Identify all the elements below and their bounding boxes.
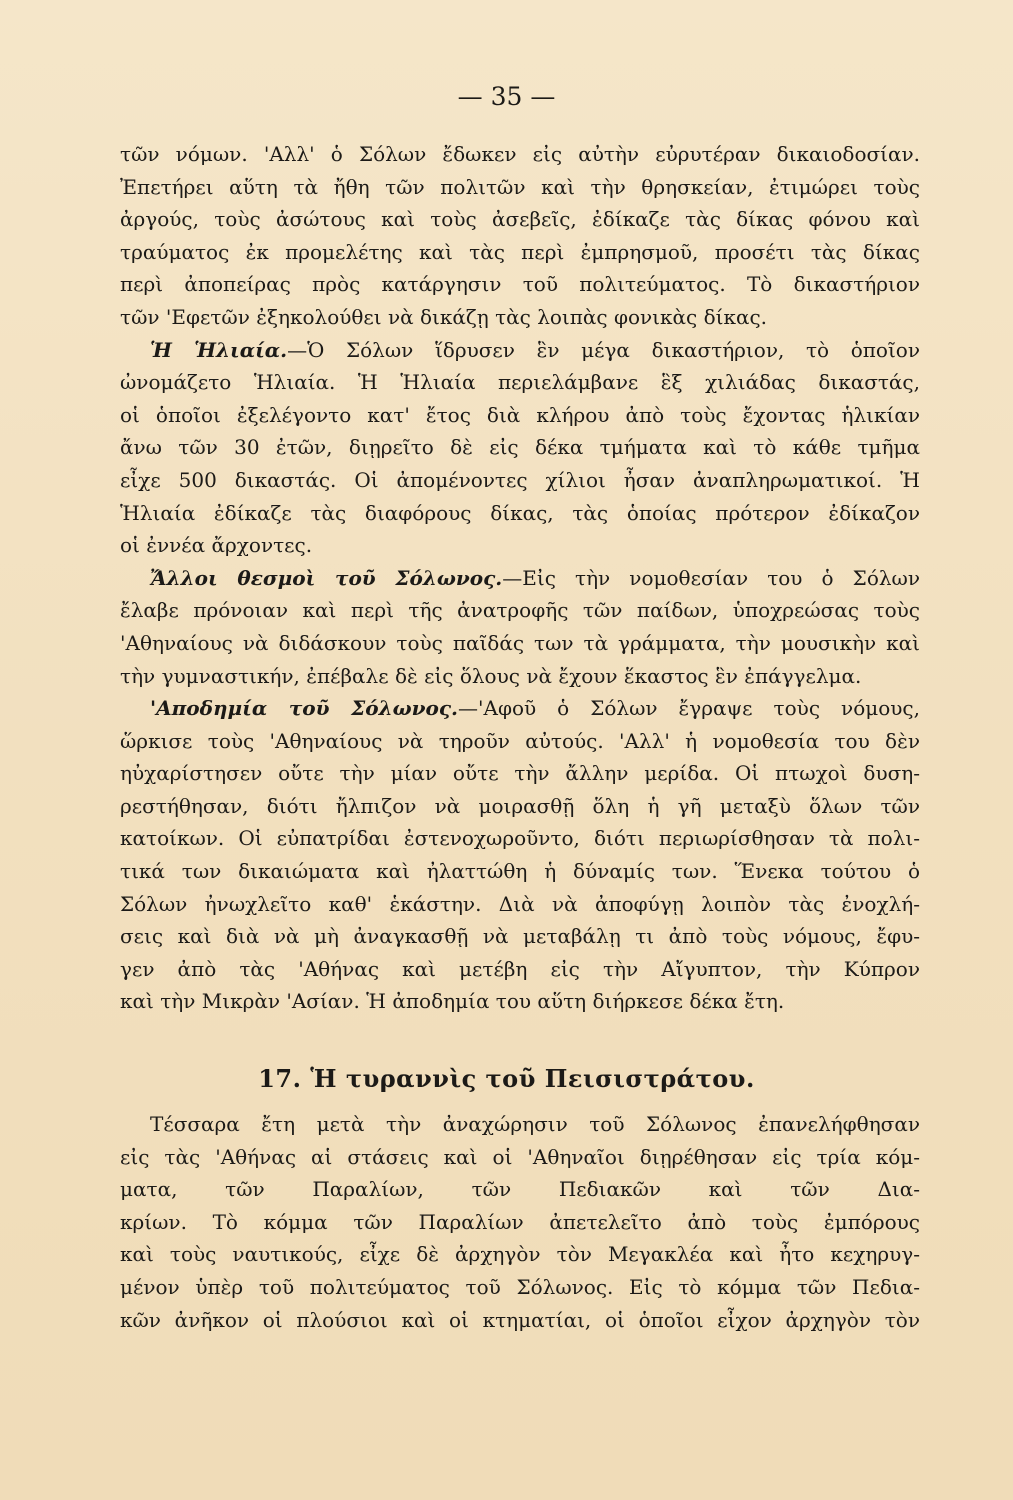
text-line: ματα, τῶν Παραλίων, τῶν Πεδιακῶν καὶ τῶν Δια-	[120, 1177, 920, 1202]
text-line: κῶν ἀνῆκον οἱ πλούσιοι καὶ οἱ κτηματίαι, οἱ ὁποῖοι εἶχον ἀρχηγὸν τὸν	[120, 1307, 920, 1332]
heading-thesmoi: Ἄλλοι θεσμοὶ τοῦ Σόλωνος.	[150, 565, 503, 590]
paragraph-apodimia-first-line	[120, 692, 920, 725]
text-line: καὶ τὴν Μικρὰν 'Ασίαν. Ἡ ἀποδημία του αὕτη διήρκεσε δέκα ἔτη.	[120, 989, 785, 1014]
text-line: γεν ἀπὸ τὰς 'Αθήνας καὶ μετέβη εἰς τὴν Αἴγυπτον, τὴν Κύπρον	[120, 956, 920, 981]
body-text-block-1	[120, 138, 920, 1018]
heading-apodimia: 'Αποδημία τοῦ Σόλωνος.	[150, 696, 459, 721]
text-line: εἰς τὰς 'Αθήνας αἱ στάσεις καὶ οἱ 'Αθηναῖοι διῃρέθησαν εἰς τρία κόμ-	[120, 1144, 920, 1169]
text-line: Ἡλιαία ἐδίκαζε τὰς διαφόρους δίκας, τὰς ὁποίας πρότερον ἐδίκαζον	[120, 500, 920, 525]
heading-heliaia: Ἡ Ἡλιαία.	[150, 337, 288, 362]
text-run: —Ὁ Σόλων ἵδρυσεν ἓν μέγα δικαστήριον, τὸ ὁποῖον	[287, 337, 920, 362]
text-line: Σόλων ἠνωχλεῖτο καθ' ἑκάστην. Διὰ νὰ ἀποφύγῃ λοιπὸν τὰς ἐνοχλή-	[120, 891, 920, 916]
text-line: σεις καὶ διὰ νὰ μὴ ἀναγκασθῇ νὰ μεταβάλῃ τι ἀπὸ τοὺς νόμους, ἔφυ-	[120, 924, 920, 949]
text-line: ἀργούς, τοὺς ἀσώτους καὶ τοὺς ἀσεβεῖς, ἐδίκαζε τὰς δίκας φόνου καὶ	[120, 207, 920, 232]
text-line: Ἐπετήρει αὕτη τὰ ἤθη τῶν πολιτῶν καὶ τὴν θρησκείαν, ἐτιμώρει τοὺς	[120, 174, 920, 199]
paragraph-heliaia-first-line	[120, 334, 920, 367]
text-line: κρίων. Τὸ κόμμα τῶν Παραλίων ἀπετελεῖτο ἀπὸ τοὺς ἐμπόρους	[120, 1209, 920, 1234]
text-line: ἄνω τῶν 30 ἐτῶν, διῃρεῖτο δὲ εἰς δέκα τμήματα καὶ τὸ κάθε τμῆμα	[120, 435, 920, 460]
text-line: κατοίκων. Οἱ εὐπατρίδαι ἐστενοχωροῦντο, διότι περιωρίσθησαν τὰ πολι-	[120, 826, 920, 851]
text-line: οἱ ὁποῖοι ἐξελέγοντο κατ' ἔτος διὰ κλήρου ἀπὸ τοὺς ἔχοντας ἡλικίαν	[120, 402, 920, 427]
text-line: Τέσσαρα ἔτη μετὰ τὴν ἀναχώρησιν τοῦ Σόλωνος ἐπανελήφθησαν	[150, 1112, 920, 1136]
text-run: —'Αφοῦ ὁ Σόλων ἔγραψε τοὺς νόμους,	[458, 696, 920, 721]
text-line: ὠνομάζετο Ἡλιαία. Ἡ Ἡλιαία περιελάμβανε ἓξ χιλιάδας δικαστάς,	[120, 370, 920, 395]
text-run: —Εἰς τὴν νομοθεσίαν του ὁ Σόλων	[502, 565, 920, 590]
text-line: ρεστήθησαν, διότι ἤλπιζον νὰ μοιρασθῇ ὅλη ἡ γῆ μεταξὺ ὅλων τῶν	[120, 793, 920, 818]
paragraph-thesmoi-first-line	[120, 562, 920, 595]
text-line: καὶ τοὺς ναυτικούς, εἶχε δὲ ἀρχηγὸν τὸν Μεγακλέα καὶ ἦτο κεχηρυγ-	[120, 1242, 920, 1267]
text-line: μένον ὑπὲρ τοῦ πολιτεύματος τοῦ Σόλωνος. Εἰς τὸ κόμμα τῶν Πεδια-	[120, 1274, 920, 1299]
text-line: ἔλαβε πρόνοιαν καὶ περὶ τῆς ἀνατροφῆς τῶν παίδων, ὑποχρεώσας τοὺς	[120, 598, 920, 623]
text-line: εἶχε 500 δικαστάς. Οἱ ἀπομένοντες χίλιοι ἦσαν ἀναπληρωματικοί. Ἡ	[120, 467, 920, 492]
text-line: 'Αθηναίους νὰ διδάσκουν τοὺς παῖδάς των τὰ γράμματα, τὴν μουσικὴν καὶ	[120, 630, 920, 655]
body-text-block-2	[120, 1108, 920, 1336]
chapter-heading: 17. Ἡ τυραννὶς τοῦ Πεισιστράτου.	[258, 1064, 755, 1093]
text-line: οἱ ἐννέα ἄρχοντες.	[120, 533, 313, 558]
text-line: τικά των δικαιώματα καὶ ἠλαττώθη ἡ δύναμίς των. Ἕνεκα τούτου ὁ	[120, 859, 920, 884]
text-line: ὥρκισε τοὺς 'Αθηναίους νὰ τηροῦν αὐτούς. 'Αλλ' ἡ νομοθεσία του δὲν	[120, 728, 920, 753]
text-line: τῶν νόμων. 'Αλλ' ὁ Σόλων ἔδωκεν εἰς αὐτὴν εὐρυτέραν δικαιοδοσίαν.	[120, 142, 920, 166]
text-line: τῶν 'Εφετῶν ἐξηκολούθει νὰ δικάζῃ τὰς λοιπὰς φονικὰς δίκας.	[120, 304, 768, 329]
page-number: — 35 —	[457, 82, 556, 111]
text-line: τραύματος ἐκ προμελέτης καὶ τὰς περὶ ἐμπρησμοῦ, προσέτι τὰς δίκας	[120, 239, 920, 264]
text-line: τὴν γυμναστικήν, ἐπέβαλε δὲ εἰς ὅλους νὰ ἔχουν ἕκαστος ἓν ἐπάγγελμα.	[120, 663, 862, 688]
text-line: ηὐχαρίστησεν οὔτε τὴν μίαν οὔτε τὴν ἄλλην μερίδα. Οἱ πτωχοὶ δυση-	[120, 761, 920, 786]
text-line: περὶ ἀποπείρας πρὸς κατάργησιν τοῦ πολιτεύματος. Τὸ δικαστήριον	[120, 272, 920, 297]
